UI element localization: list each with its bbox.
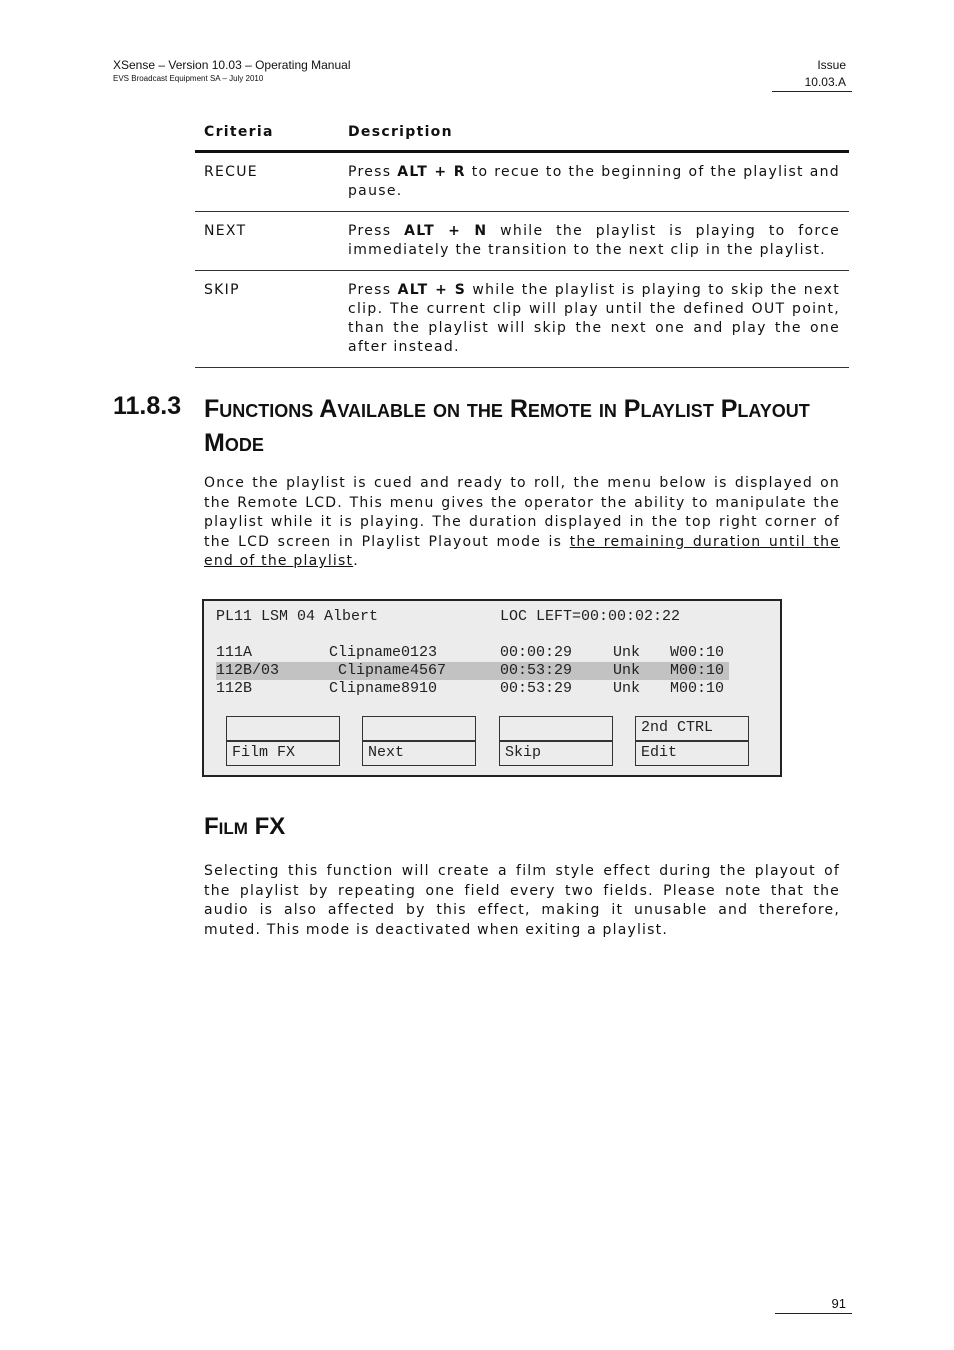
film-fx-heading: Film FX [204, 813, 286, 840]
column-header-criteria: Criteria [204, 124, 274, 140]
lcd-softkey-top-2[interactable] [362, 716, 476, 741]
lcd-row-mode: W00:10 [670, 644, 725, 661]
skip-key[interactable]: Skip [499, 741, 613, 766]
lcd-row-mode: M00:10 [670, 662, 725, 679]
lcd-row-name: Clipname8910 [329, 680, 438, 697]
lcd-row-name: Clipname4567 [338, 662, 447, 679]
lcd-row-id: 112B [216, 680, 253, 697]
page-number: 91 [831, 1296, 846, 1311]
next-key[interactable]: Next [362, 741, 476, 766]
lcd-row-name: Clipname0123 [329, 644, 438, 661]
lcd-row-time: 00:53:29 [500, 662, 573, 679]
lcd-softkey-top-3[interactable] [499, 716, 613, 741]
underlined-text: the remaining duration until the end of the playlist [204, 533, 840, 569]
selected-row-highlight [216, 662, 729, 680]
header-title: XSense – Version 10.03 – Operating Manual [113, 58, 351, 72]
lcd-row-type: Unk [613, 662, 641, 679]
shortcut-key: ALT + N [404, 223, 488, 239]
header-rule [772, 91, 852, 92]
remote-lcd-screen [202, 599, 782, 777]
table-row [195, 152, 849, 212]
lcd-row-mode: M00:10 [670, 680, 725, 697]
criteria-cell: NEXT [204, 223, 247, 239]
second-ctrl-key[interactable]: 2nd CTRL [635, 716, 749, 741]
criteria-cell: RECUE [204, 164, 258, 180]
description-cell: Press ALT + N while the playlist is playing to force immediately the transition to the next clip in the playlist. [348, 223, 840, 258]
lcd-row-id: 111A [216, 644, 253, 661]
table-row [195, 212, 849, 271]
lcd-row-id: 112B/03 [216, 662, 280, 679]
description-cell: Press ALT + S while the playlist is playing to skip the next clip. The current clip will play until the defined OUT point, than the playlist will skip the next one and play the one after instead. [348, 282, 840, 355]
lcd-row-time: 00:00:29 [500, 644, 573, 661]
table-header-row [195, 115, 849, 152]
footer-rule [775, 1313, 852, 1314]
lcd-row-time: 00:53:29 [500, 680, 573, 697]
lcd-playlist-title: PL11 LSM 04 Albert [216, 608, 379, 625]
header-issue-version: 10.03.A [804, 75, 846, 89]
lcd-row-type: Unk [613, 680, 641, 697]
lcd-softkey-top-1[interactable] [226, 716, 340, 741]
film-fx-paragraph: Selecting this function will create a film style effect during the playout of the playlist by repeating one field every two fields. Please note that the audio is also affected by this effect, making it unusable and therefore, muted. This mode is deactivated when exiting a playlist. [204, 863, 840, 938]
film-fx-key[interactable]: Film FX [226, 741, 340, 766]
section-title: Functions Available on the Remote in Playlist Playout Mode [204, 395, 810, 457]
criteria-table [195, 115, 849, 368]
shortcut-key: ALT + R [397, 164, 466, 180]
table-row [195, 271, 849, 368]
section-paragraph: Once the playlist is cued and ready to roll, the menu below is displayed on the Remote LCD. This menu gives the operator the ability to manipulate the playlist while it is playing. The duration displayed in the top right corner of the LCD screen in Playlist Playout mode is the remaining duration until the end of the playlist. [204, 475, 840, 569]
header-subtitle: EVS Broadcast Equipment SA – July 2010 [113, 74, 264, 83]
section-number: 11.8.3 [113, 392, 182, 420]
header-issue-label: Issue [817, 58, 846, 72]
edit-key[interactable]: Edit [635, 741, 749, 766]
criteria-cell: SKIP [204, 282, 240, 298]
lcd-remaining-duration: LOC LEFT=00:00:02:22 [500, 608, 681, 625]
description-cell: Press ALT + R to recue to the beginning of the playlist and pause. [348, 164, 840, 199]
column-header-description: Description [348, 124, 453, 140]
shortcut-key: ALT + S [397, 282, 467, 298]
lcd-row-type: Unk [613, 644, 641, 661]
